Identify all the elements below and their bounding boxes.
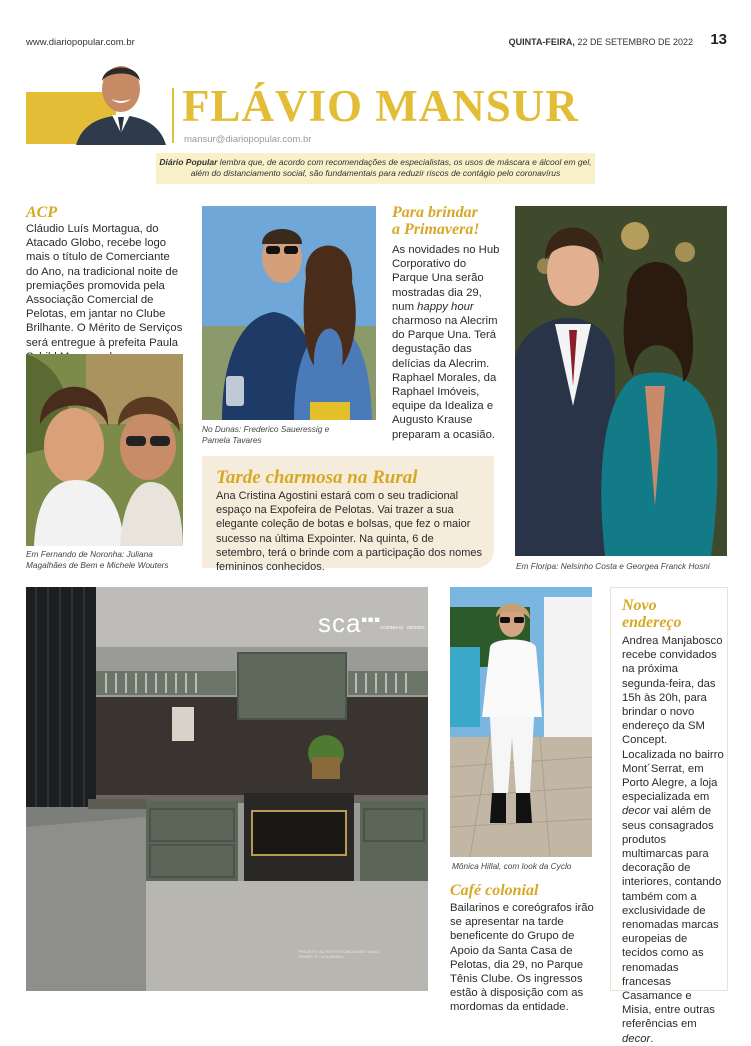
columnist-email[interactable]: mansur@diariopopular.com.br (184, 134, 312, 145)
weekday: QUINTA-FEIRA, (508, 37, 575, 47)
columnist-name: FLÁVIO MANSUR (182, 81, 579, 131)
monica-photo-graphic (450, 587, 592, 857)
endereco-title-line-1: Novo (622, 597, 657, 614)
masthead-divider (172, 88, 174, 143)
noronha-photo-graphic (26, 354, 183, 546)
sca-logo (318, 610, 381, 636)
rural-title: Tarde charmosa na Rural (216, 467, 418, 488)
sca-logo-sup: ■■■ (361, 614, 381, 625)
endereco-body (622, 634, 724, 1046)
kitchen-ad-graphic (26, 587, 428, 991)
endereco-body-pre: Andrea Manjabosco recebe convidados na próxima segunda-feira, das 15h às 20h, para brindar o novo endereço da SM Concept. Localizada no bairro Mont´Serrat, em Porto Alegre, a loja especializada em (622, 635, 724, 804)
noronha-caption: Em Fernando de Noronha: Juliana Magalhães de Bem e Michele Wouters (26, 549, 169, 570)
columnist-portrait (68, 55, 174, 145)
primavera-title-line-1: Para brindar (392, 204, 478, 221)
monica-photo (450, 587, 592, 857)
endereco-body-em-1: decor (622, 805, 651, 818)
primavera-body-em: happy hour (417, 300, 474, 313)
rural-body: Ana Cristina Agostini estará com o seu tradicional espaço na Expofeira de Pelotas. Vai trazer a sua elegante coleção de botas e bolsas, que fez o maior sucesso na última Expointer. Na quinta, 6 de setembro, terá o brinde com a participação dos nomes femininos conhecidos. (216, 490, 482, 574)
floripa-photo (515, 206, 727, 556)
date: 22 DE SETEMBRO DE 2022 (577, 37, 693, 47)
primavera-body (392, 243, 502, 442)
floripa-caption: Em Floripa: Nelsinho Costa e Georgea Franck Hosni (516, 561, 710, 571)
notice-text-1: lembra que, de acordo com recomendações de especialistas, os usos de máscara e álcool em gel, (217, 157, 592, 167)
cafe-title: Café colonial (450, 882, 539, 899)
sca-logo-tagline: COZINHAS · DESIGN (380, 625, 425, 630)
notice-line-2: além do distanciamento social, são fundamentais para reduzir riscos de contágio pelo coronavírus (190, 168, 561, 178)
dunas-photo (202, 206, 376, 420)
dunas-caption: No Dunas: Frederico Saueressig e Pamela Tavares (202, 424, 330, 445)
notice-line-1 (156, 157, 595, 168)
page-number: 13 (710, 31, 727, 48)
columnist-portrait-graphic (68, 55, 174, 145)
endereco-body-em-2: decor (622, 1032, 651, 1045)
primavera-body-post: charmoso na Alecrim do Parque Una. Terá degustação das delícias da Alecrim. Raphael Morales, da Raphael Imóveis, equipe da Idealiza e Augusto Krause preparam a ocasião. (392, 315, 498, 441)
edition-date (509, 37, 693, 47)
endereco-title (622, 598, 682, 632)
primavera-title (392, 205, 480, 239)
endereco-body-end: . (650, 1032, 654, 1045)
primavera-body-pre: As novidades no Hub Corporativo do Parque Una serão mostradas dia 29, num (392, 244, 500, 313)
kitchen-ad (26, 587, 428, 991)
dunas-photo-graphic (202, 206, 376, 420)
primavera-title-line-2: a Primavera! (392, 220, 480, 238)
acp-title: ACP (26, 204, 58, 221)
notice-brand: Diário Popular (159, 157, 218, 167)
acp-body: Cláudio Luís Mortagua, do Atacado Globo, recebe logo mais o título de Comerciante do Ano, na tradicional noite de premiações promovida pela Associação Comercial de Pelotas, em jantar no Clube Brilhante. O Mérito de Serviços será entregue à prefeita Paula (26, 223, 183, 349)
noronha-photo (26, 354, 183, 546)
floripa-photo-graphic (515, 206, 727, 556)
site-url[interactable]: www.diariopopular.com.br (26, 37, 135, 48)
kitchen-ad-credit: PROJETO: AD RESTO GONÇALVES / IMAG: GRUPO IT / SCA BRASIL (298, 949, 380, 959)
endereco-body-mid: vai além de seus consagrados produtos multimarcas para decoração de interiores, contando também com a exclusividade de renomadas marcas europeias de tecidos como as renomadas francesas Casamance e Misia, entre outras referências em (622, 805, 722, 1031)
sca-logo-word: sca (318, 608, 362, 638)
cafe-body: Bailarinos e coreógrafos irão se apresentar na tarde beneficente do Grupo de Apoio da Santa Casa de Pelotas, dia 29, no Parque Tênis Clube. Os ingressos estão à disposição com as mordomas da entidade. (450, 902, 594, 1014)
monica-caption: Mônica Hillal, com look da Cyclo (452, 861, 572, 871)
endereco-title-line-2: endereço (622, 613, 682, 631)
health-notice (156, 153, 595, 184)
